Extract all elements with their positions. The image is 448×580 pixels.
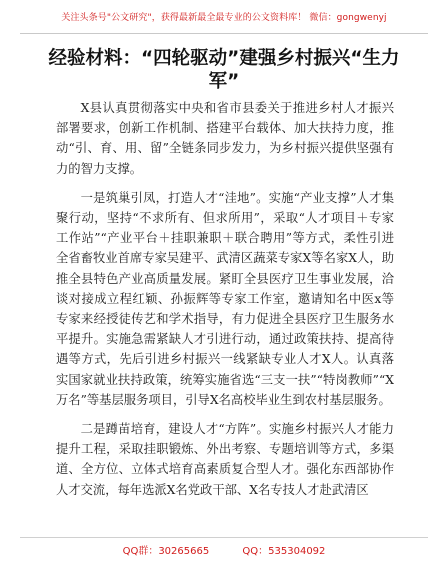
- document-title: 经验材料：“四轮驱动”建强乡村振兴“生力军”: [48, 48, 400, 92]
- footer-divider: [20, 537, 428, 538]
- qq-group-number: QQ群：30265665: [122, 546, 210, 557]
- header-divider: [20, 33, 428, 34]
- paragraph-one: 一是筑巢引凤，打造人才“洼地”。实施“产业支撑”人才集聚行动，坚持“不求所有、但求所用”，采取“人才项目＋专家工作站”“产业平台＋挂职兼职＋联合聘用”等方式，柔性引进全省畜牧业首席专家吴建平、武清区蔬菜专家X等名家X人，助推全县特色产业高质量发展。紧盯全县医疗卫生事业发展，洽谈对接成立程红颖、孙振辉等专家工作室，邀请知名中医x等专家来经授徒传艺和学术指导，有力促进全县医疗卫生服务水平提升。实施急需紧缺人才引进行动，通过政策扶持、提高待遇等方式，先后引进乡村振兴一线紧缺专业人才X人。认真落实国家就业扶持政策，统筹实施省选“三支一扶”“特岗教师”“X万名”等基层服务项目，引导X名高校毕业生到农村基层服务。: [56, 190, 394, 407]
- document-body: [56, 98, 394, 500]
- qq-number: QQ：535304092: [242, 546, 326, 557]
- footer-contact: [0, 542, 448, 557]
- paragraph-intro: X县认真贯彻落实中央和省市县委关于推进乡村人才振兴部署要求，创新工作机制、搭建平台载体、加大扶持力度，推动“引、育、用、留”全链条同步发力，为乡村振兴提供坚强有力的智力支撑。: [56, 101, 394, 176]
- header-banner: 关注头条号"公文研究"，获得最新最全最专业的公文资料库！ 微信：gongwenyj: [61, 13, 387, 23]
- paragraph-two: 二是蹲苗培育，建设人才“方阵”。实施乡村振兴人才能力提升工程，采取挂职锻炼、外出考察、专题培训等方式，多渠道、全方位、立体式培育高素质复合型人才。强化东西部协作人才交流，每年选派X名党政干部、X名专技人才赴武清区: [56, 422, 394, 497]
